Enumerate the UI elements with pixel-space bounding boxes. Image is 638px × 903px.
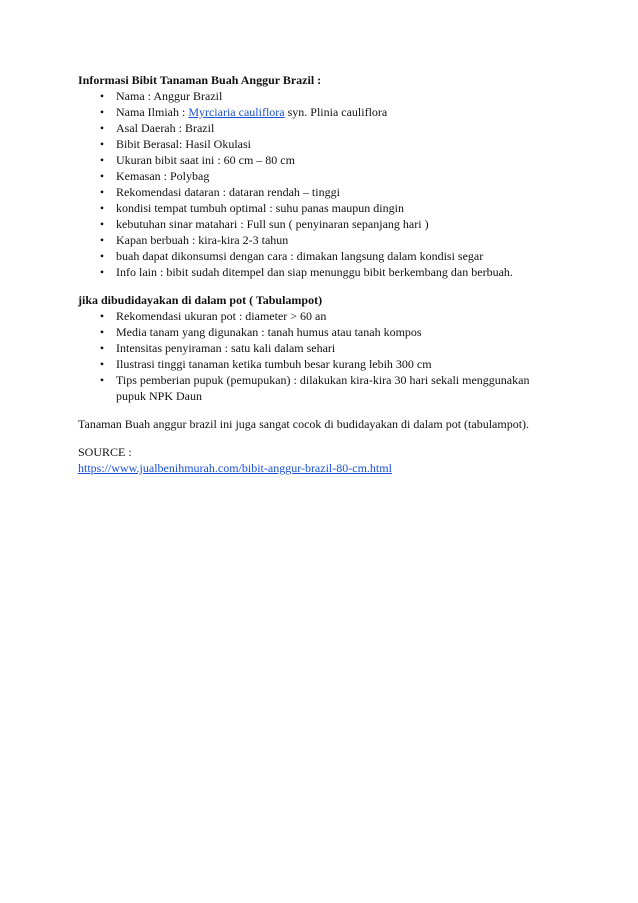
list-item: • Media tanam yang digunakan : tanah humus atau tanah kompos — [78, 324, 562, 340]
bullet-icon: • — [99, 217, 105, 231]
list-item: • Nama Ilmiah : Myrciaria cauliflora syn. Plinia cauliflora — [78, 104, 562, 120]
bullet-icon: • — [99, 249, 105, 263]
list-item: • kebutuhan sinar matahari : Full sun ( penyinaran sepanjang hari ) — [78, 216, 562, 232]
bullet-icon: • — [99, 373, 105, 387]
scientific-name-link[interactable]: Myrciaria cauliflora — [188, 105, 285, 119]
document-page — [78, 72, 562, 476]
bullet-icon: • — [99, 169, 105, 183]
bullet-icon: • — [99, 201, 105, 215]
bullet-icon: • — [99, 105, 105, 119]
source-link[interactable]: https://www.jualbenihmurah.com/bibit-anggur-brazil-80-cm.html — [78, 461, 392, 475]
bullet-icon: • — [99, 185, 105, 199]
list-item: • Tips pemberian pupuk (pemupukan) : dilakukan kira-kira 30 hari sekali menggunakan pupuk NPK Daun — [78, 372, 562, 404]
section-heading-tabulampot: jika dibudidayakan di dalam pot ( Tabulampot) — [78, 293, 323, 307]
bullet-icon: • — [99, 233, 105, 247]
list-item: • Ukuran bibit saat ini : 60 cm – 80 cm — [78, 152, 562, 168]
bullet-icon: • — [99, 357, 105, 371]
list-item: • kondisi tempat tumbuh optimal : suhu panas maupun dingin — [78, 200, 562, 216]
bullet-icon: • — [99, 89, 105, 103]
list-item: • Rekomendasi dataran : dataran rendah – tinggi — [78, 184, 562, 200]
section-heading-info: Informasi Bibit Tanaman Buah Anggur Brazil : — [78, 73, 322, 87]
list-item: • Bibit Berasal: Hasil Okulasi — [78, 136, 562, 152]
tabulampot-list — [78, 308, 562, 404]
summary-paragraph: Tanaman Buah anggur brazil ini juga sangat cocok di budidayakan di dalam pot (tabulampot). — [78, 417, 530, 431]
list-item: • Intensitas penyiraman : satu kali dalam sehari — [78, 340, 562, 356]
bullet-icon: • — [99, 121, 105, 135]
list-item: • Kemasan : Polybag — [78, 168, 562, 184]
info-list — [78, 88, 562, 280]
bullet-icon: • — [99, 265, 105, 279]
list-item: • Rekomendasi ukuran pot : diameter > 60 an — [78, 308, 562, 324]
source-label: SOURCE : — [78, 445, 132, 459]
bullet-icon: • — [99, 137, 105, 151]
list-item: • Nama : Anggur Brazil — [78, 88, 562, 104]
list-item: • buah dapat dikonsumsi dengan cara : dimakan langsung dalam kondisi segar — [78, 248, 562, 264]
list-item: • Info lain : bibit sudah ditempel dan siap menunggu bibit berkembang dan berbuah. — [78, 264, 562, 280]
list-item: • Ilustrasi tinggi tanaman ketika tumbuh besar kurang lebih 300 cm — [78, 356, 562, 372]
bullet-icon: • — [99, 309, 105, 323]
bullet-icon: • — [99, 325, 105, 339]
list-item: • Kapan berbuah : kira-kira 2-3 tahun — [78, 232, 562, 248]
list-item: • Asal Daerah : Brazil — [78, 120, 562, 136]
bullet-icon: • — [99, 341, 105, 355]
bullet-icon: • — [99, 153, 105, 167]
